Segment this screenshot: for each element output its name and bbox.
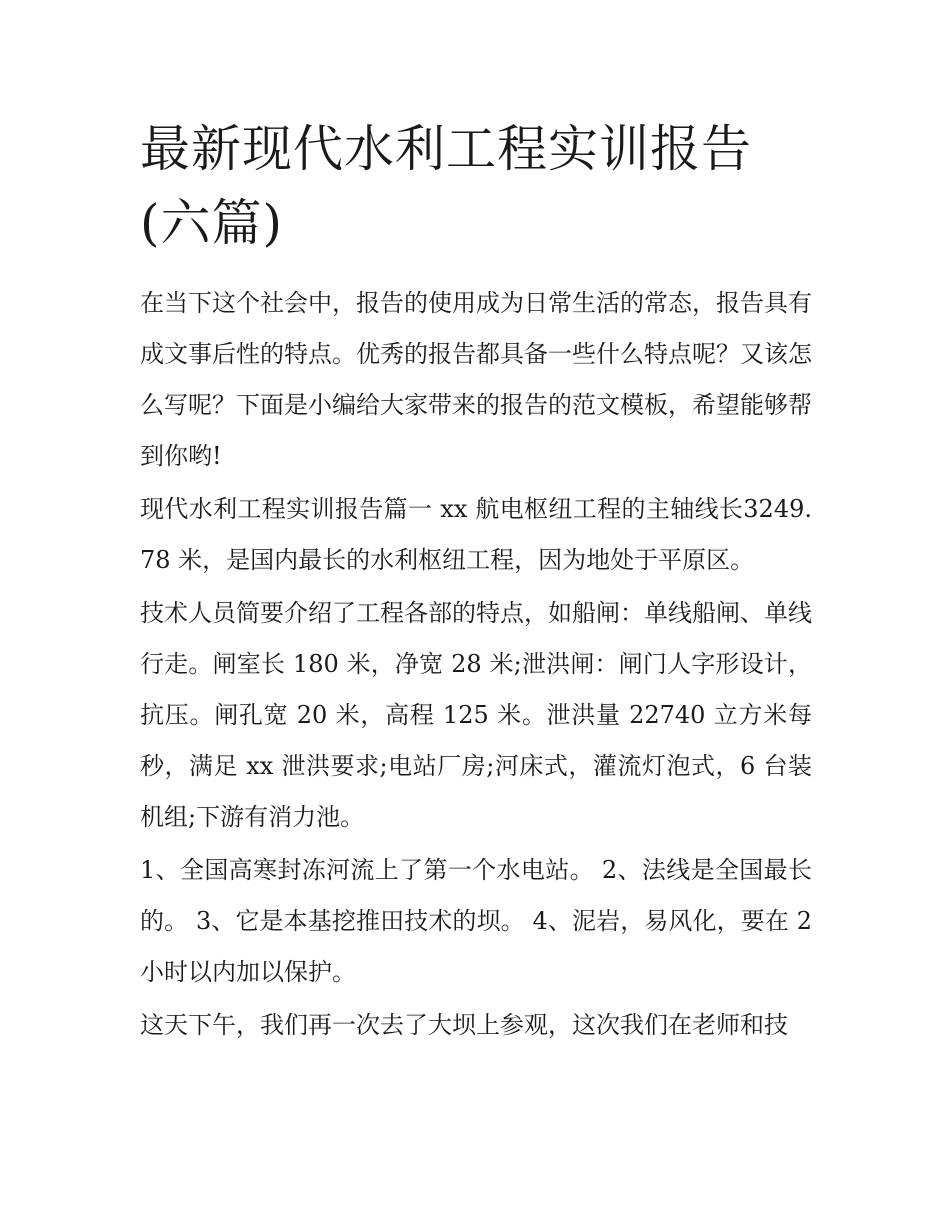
document-body [140, 278, 812, 1053]
paragraph-report-one: 现代水利工程实训报告篇一 xx 航电枢纽工程的主轴线长3249.78 米，是国内最长的水利枢纽工程，因为地处于平原区。 [140, 495, 812, 574]
paragraph-technical-details: 技术人员简要介绍了工程各部的特点，如船闸：单线船闸、单线行走。闸室长 180 米，净宽 28 米;泄洪闸：闸门人字形设计，抗压。闸孔宽 20 米，高程 125 米。泄洪量 22740 立方米每秒，满足 xx 泄洪要求;电站厂房;河床式，灌流灯泡式，6 台装机组;下游有消力池。 [140, 599, 812, 831]
paragraph-numbered-points: 1、全国高寒封冻河流上了第一个水电站。 2、法线是全国最长的。 3、它是本基挖推田技术的坝。 4、泥岩，易风化，要在 2 小时以内加以保护。 [140, 856, 812, 986]
paragraph-intro: 在当下这个社会中，报告的使用成为日常生活的常态，报告具有成文事后性的特点。优秀的报告都具备一些什么特点呢？又该怎么写呢？下面是小编给大家带来的报告的范文模板，希望能够帮到你哟! [140, 289, 812, 470]
document-title: 最新现代水利工程实训报告(六篇) [140, 120, 752, 252]
paragraph-afternoon-visit: 这天下午，我们再一次去了大坝上参观，这次我们在老师和技 [140, 1011, 788, 1039]
